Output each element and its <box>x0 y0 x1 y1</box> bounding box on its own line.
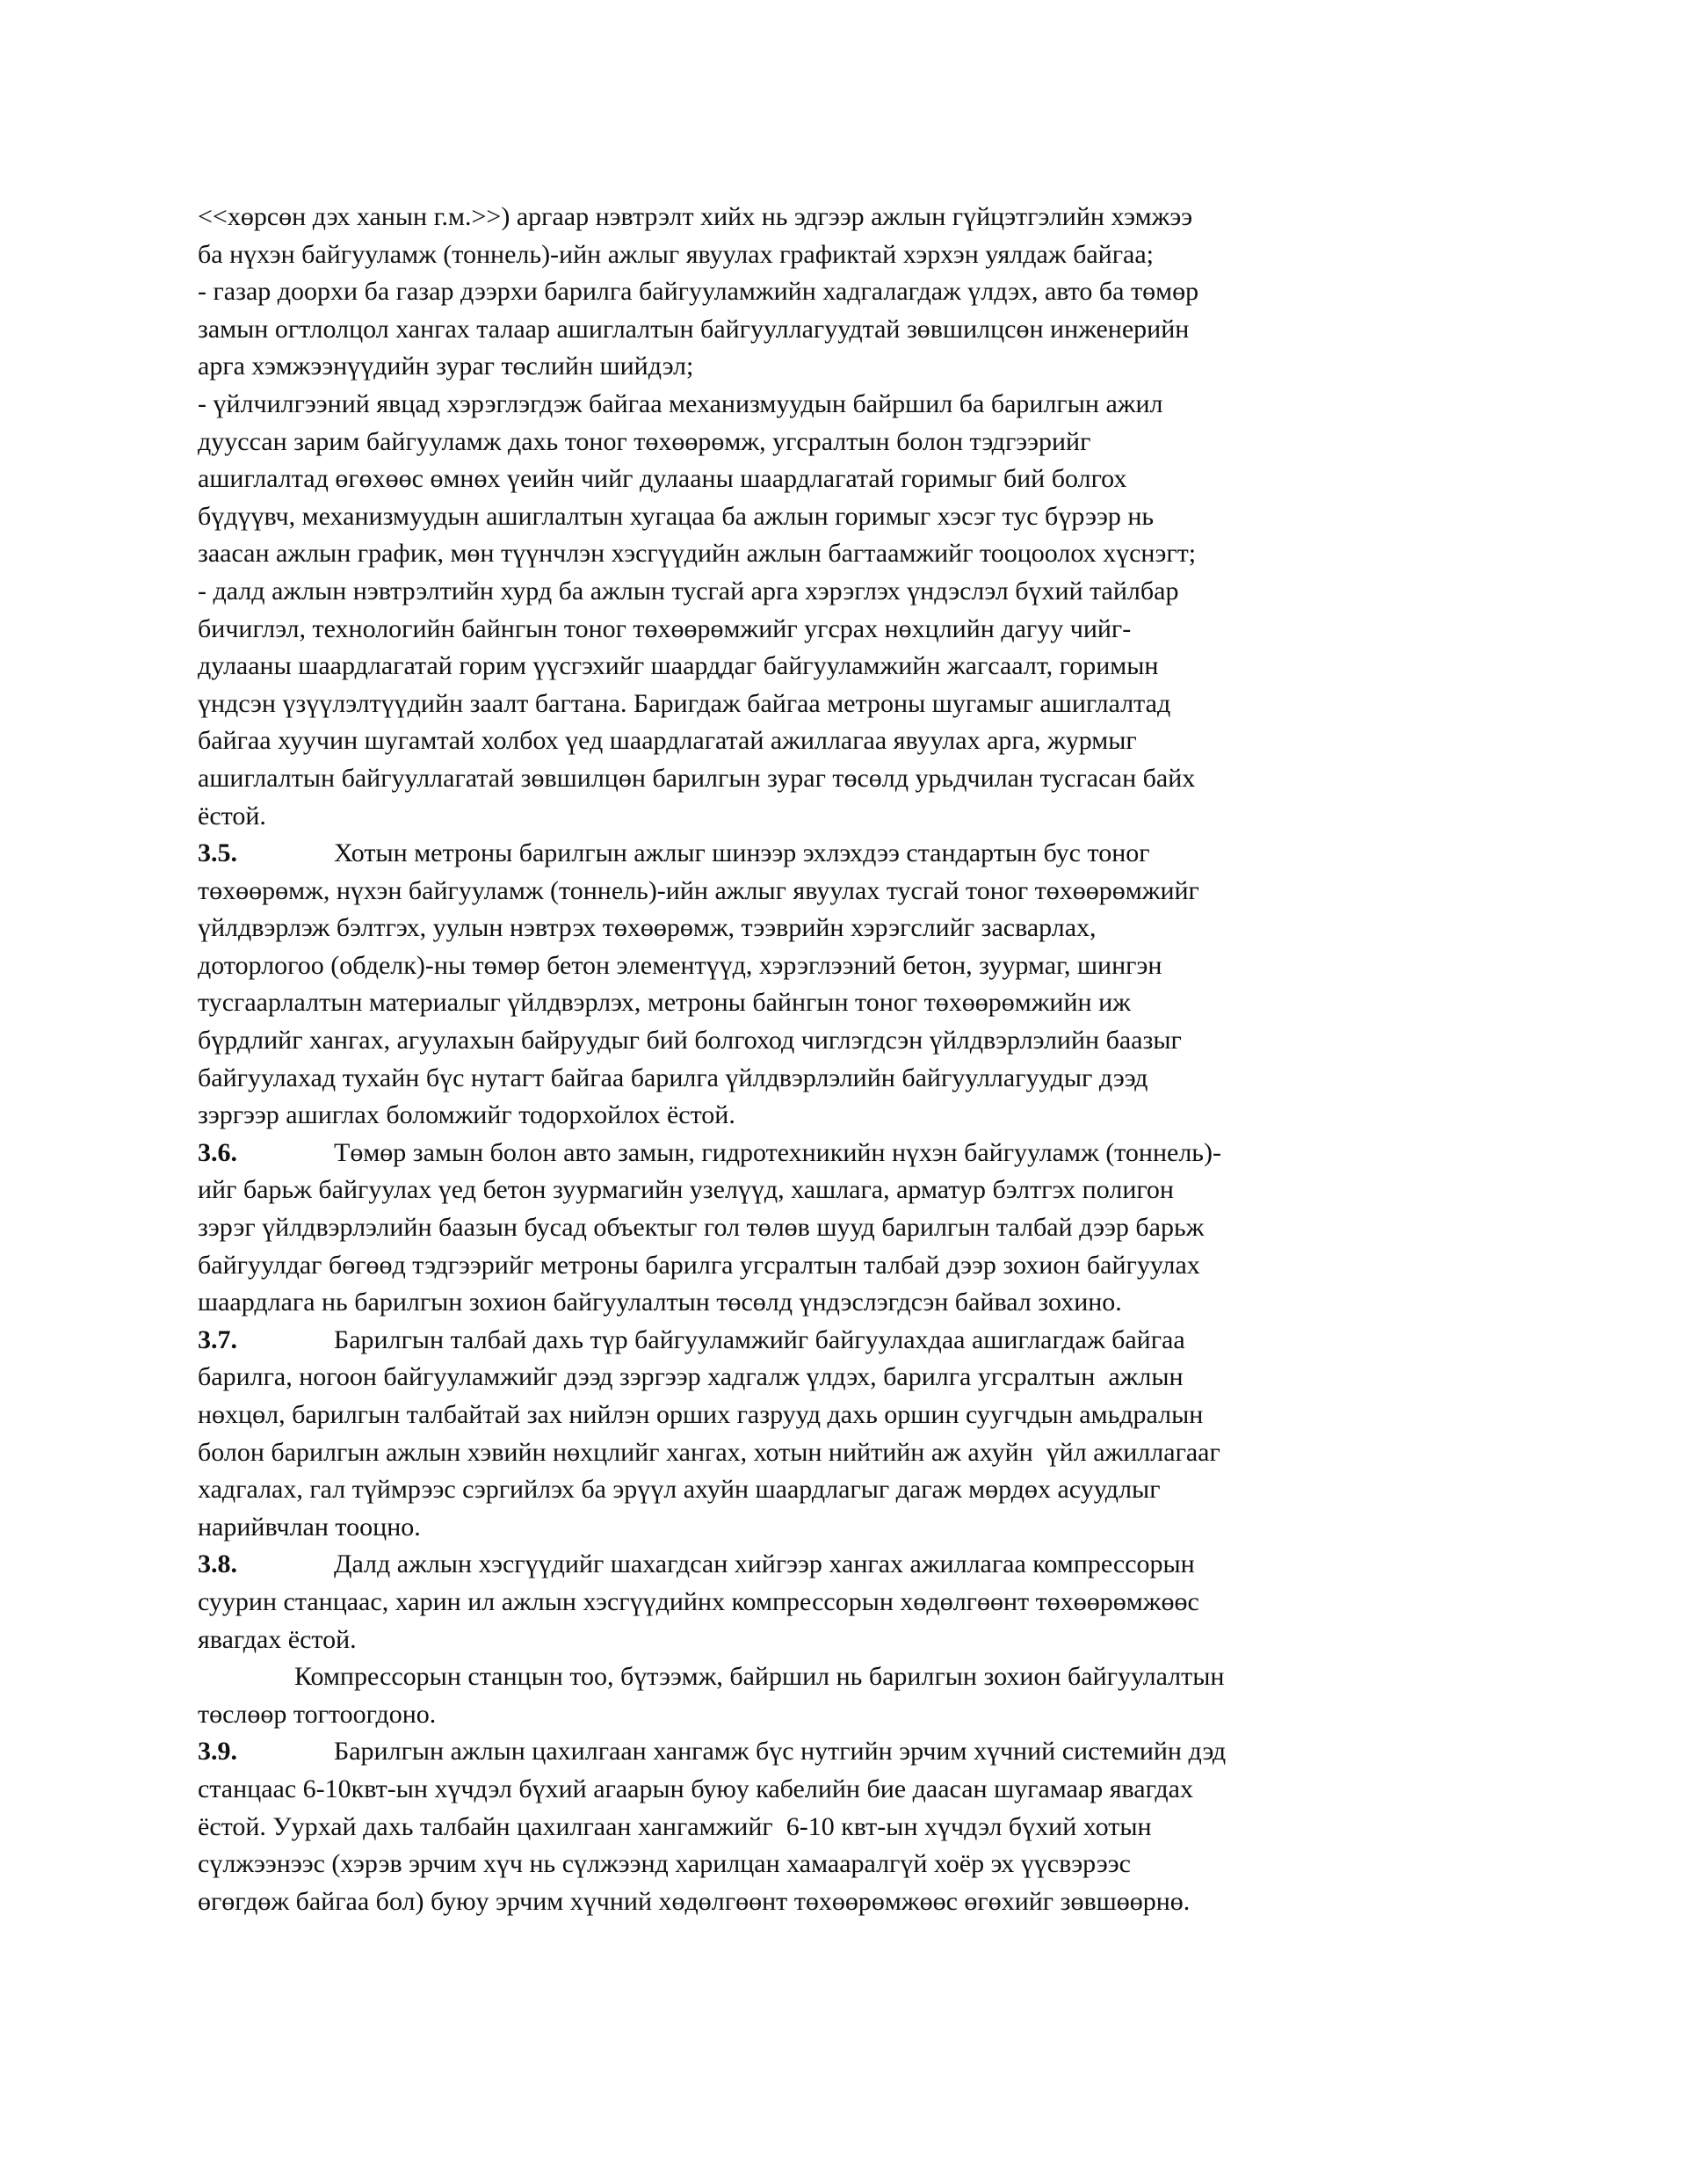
text-line <box>198 461 1498 498</box>
text-line <box>198 311 1498 349</box>
text-line <box>198 1846 1498 1883</box>
text-line <box>198 1434 1498 1472</box>
text-line <box>198 1022 1498 1060</box>
line-text: - далд ажлын нэвтрэлтийн хурд ба ажлын тусгай арга хэрэглэх үндэслэл бүхий тайлбар <box>198 576 1179 606</box>
section-number: 3.8. <box>198 1549 237 1579</box>
line-text: тусгаарлалтын материалыг үйлдвэрлэх, метроны байнгын тоног төхөөрөмжийн иж <box>198 988 1131 1018</box>
line-text: дууссан зарим байгууламж дахь тоног төхөөрөмж, угсралтын болон тэдгээрийг <box>198 426 1091 456</box>
text-line <box>198 1883 1498 1921</box>
line-text: ашиглалтад өгөхөөс өмнөх үеийн чийг дулааны шаардлагатай горимыг бий болгох <box>198 464 1127 494</box>
line-text: доторлогоо (обделк)-ны төмөр бетон элементүүд, хэрэглээний бетон, зуурмаг, шингэн <box>198 950 1162 980</box>
line-text: ёстой. Уурхай дахь талбайн цахилгаан хангамжийг 6-10 квт-ын хүчдэл бүхий хотын <box>198 1811 1152 1841</box>
text-line <box>198 873 1498 911</box>
line-text: замын огтлолцол хангах талаар ашиглалтын байгууллагуудтай зөвшилцсөн инженерийн <box>198 314 1190 344</box>
text-line <box>198 1359 1498 1397</box>
text-line <box>198 722 1498 760</box>
text-line <box>198 1471 1498 1509</box>
line-text: ашиглалтын байгууллагатай зөвшилцөн барилгын зураг төсөлд урьдчилан тусгасан байх <box>198 763 1196 793</box>
line-text: нарийвчлан тооцно. <box>198 1512 421 1542</box>
line-text: суурин станцаас, харин ил ажлын хэсгүүдийнх компрессорын хөдөлгөөнт төхөөрөмжөөс <box>198 1586 1199 1616</box>
text-line <box>198 1771 1498 1809</box>
text-line <box>198 498 1498 536</box>
text-line <box>198 1696 1498 1734</box>
text-line <box>198 1247 1498 1285</box>
line-text: шаардлага нь барилгын зохион байгуулалтын төсөлд үндэслэгдсэн байвал зохино. <box>198 1288 1122 1317</box>
line-text: заасан ажлын график, мөн түүнчлэн хэсгүүдийн ажлын багтаамжийг тооцоолох хүснэгт; <box>198 539 1197 569</box>
line-text: сүлжээнээс (хэрэв эрчим хүч нь сүлжээнд харилцан хамааралгүй хоёр эх үүсвэрээс <box>198 1849 1131 1879</box>
line-text: явагдах ёстой. <box>198 1624 357 1654</box>
text-line <box>198 535 1498 573</box>
line-text: бүрдлийг хангах, агуулахын байруудыг бий болгоход чиглэгдсэн үйлдвэрлэлийн баазыг <box>198 1026 1182 1056</box>
text-line <box>198 686 1498 723</box>
line-text: Компрессорын станцын тоо, бүтээмж, байршил нь барилгын зохион байгуулалтын <box>294 1662 1225 1692</box>
text-line <box>198 1209 1498 1247</box>
text-line <box>198 424 1498 461</box>
section-number: 3.9. <box>198 1737 237 1767</box>
line-text: зэргээр ашиглах боломжийг тодорхойлох ёстой. <box>198 1100 735 1130</box>
line-text: болон барилгын ажлын хэвийн нөхцлийг хангах, хотын нийтийн аж ахуйн үйл ажиллагааг <box>198 1437 1220 1467</box>
text-line <box>198 1097 1498 1135</box>
section-first-line <box>198 1322 1498 1360</box>
text-line <box>198 984 1498 1022</box>
line-text: Далд ажлын хэсгүүдийг шахагдсан хийгээр хангах ажиллагаа компрессорын <box>334 1549 1195 1579</box>
line-text: Төмөр замын болон авто замын, гидротехникийн нүхэн байгууламж (тоннель)- <box>334 1137 1221 1167</box>
section-number: 3.7. <box>198 1324 237 1354</box>
line-text: нөхцөл, барилгын талбайтай зах нийлэн орших газрууд дахь оршин суугчдын амьдралын <box>198 1400 1204 1429</box>
line-text: ба нүхэн байгууламж (тоннель)-ийн ажлыг явуулах графиктай хэрхэн уялдаж байгаа; <box>198 239 1154 269</box>
text-line <box>198 947 1498 985</box>
section-first-line <box>198 1546 1498 1584</box>
text-line <box>198 1397 1498 1434</box>
text-line <box>198 386 1498 424</box>
line-text: зэрэг үйлдвэрлэлийн баазын бусад объектыг гол төлөв шууд барилгын талбай дээр барьж <box>198 1213 1205 1243</box>
line-text: өгөгдөж байгаа бол) буюу эрчим хүчний хөдөлгөөнт төхөөрөмжөөс өгөхийг зөвшөөрнө. <box>198 1886 1191 1916</box>
line-text: төхөөрөмж, нүхэн байгууламж (тоннель)-ийн ажлыг явуулах тусгай тоног төхөөрөмжийг <box>198 875 1199 905</box>
line-text: - үйлчилгээний явцад хэрэглэгдэж байгаа механизмуудын байршил ба барилгын ажил <box>198 388 1163 418</box>
indented-paragraph-line <box>198 1658 1498 1696</box>
line-text: Барилгын ажлын цахилгаан хангамж бүс нутгийн эрчим хүчний системийн дэд <box>334 1737 1227 1767</box>
line-text: үндсэн үзүүлэлтүүдийн заалт багтана. Баригдаж байгаа метроны шугамыг ашиглалтад <box>198 688 1171 718</box>
line-text: - газар доорхи ба газар дээрхи барилга байгууламжийн хадгалагдаж үлдэх, авто ба төмөр <box>198 277 1199 307</box>
line-text: станцаас 6-10квт-ын хүчдэл бүхий агаарын буюу кабелийн бие даасан шугамаар явагдах <box>198 1774 1193 1803</box>
line-text: барилга, ногоон байгууламжийг дээд зэргээр хадгалж үлдэх, барилга угсралтын ажлын <box>198 1362 1184 1392</box>
section-first-line <box>198 1733 1498 1771</box>
text-line <box>198 611 1498 649</box>
text-line <box>198 1622 1498 1659</box>
section-first-line <box>198 1135 1498 1172</box>
text-line <box>198 648 1498 686</box>
line-text: байгаа хуучин шугамтай холбох үед шаардлагатай ажиллагаа явуулах арга, журмыг <box>198 726 1137 756</box>
text-line <box>198 273 1498 311</box>
line-text: дулааны шаардлагатай горим үүсгэхийг шаарддаг байгууламжийн жагсаалт, горимын <box>198 651 1159 681</box>
text-line <box>198 1060 1498 1098</box>
line-text: ёстой. <box>198 801 266 831</box>
line-text: Хотын метроны барилгын ажлыг шинээр эхлэхдээ стандартын бус тоног <box>334 838 1150 868</box>
line-text: арга хэмжээнүүдийн зураг төслийн шийдэл; <box>198 352 694 381</box>
text-line <box>198 1509 1498 1547</box>
text-line <box>198 1809 1498 1847</box>
document-body <box>198 199 1498 1920</box>
line-text: байгуулахад тухайн бүс нутагт байгаа барилга үйлдвэрлэлийн байгууллагуудыг дээд <box>198 1063 1148 1092</box>
text-line <box>198 910 1498 947</box>
text-line <box>198 236 1498 274</box>
line-text: Барилгын талбай дахь түр байгууламжийг байгуулахдаа ашиглагдаж байгаа <box>334 1324 1185 1354</box>
text-line <box>198 348 1498 386</box>
line-text: хадгалах, гал түймрээс сэргийлэх ба эрүүл ахуйн шаардлагыг дагаж мөрдөх асуудлыг <box>198 1475 1161 1505</box>
text-line <box>198 798 1498 836</box>
section-first-line <box>198 835 1498 873</box>
text-line <box>198 1284 1498 1322</box>
line-text: <<хөрсөн дэх ханын г.м.>>) аргаар нэвтрэлт хийх нь эдгээр ажлын гүйцэтгэлийн хэмжээ <box>198 202 1193 231</box>
text-line <box>198 199 1498 236</box>
line-text: бүдүүвч, механизмуудын ашиглалтын хугацаа ба ажлын горимыг хэсэг тус бүрээр нь <box>198 501 1155 531</box>
line-text: бичиглэл, технологийн байнгын тоног төхөөрөмжийг угсрах нөхцлийн дагуу чийг- <box>198 613 1132 643</box>
section-number: 3.6. <box>198 1137 237 1167</box>
section-number: 3.5. <box>198 838 237 868</box>
text-line <box>198 1584 1498 1622</box>
line-text: төслөөр тогтоогдоно. <box>198 1699 437 1729</box>
line-text: ийг барьж байгуулах үед бетон зуурмагийн узелүүд, хашлага, арматур бэлтгэх полигон <box>198 1175 1174 1205</box>
line-text: үйлдвэрлэж бэлтгэх, уулын нэвтрэх төхөөрөмж, тээврийн хэрэгслийг засварлах, <box>198 913 1097 943</box>
text-line <box>198 1172 1498 1209</box>
text-line <box>198 760 1498 798</box>
text-line <box>198 573 1498 611</box>
line-text: байгуулдаг бөгөөд тэдгээрийг метроны барилга угсралтын талбай дээр зохион байгуулах <box>198 1250 1200 1280</box>
